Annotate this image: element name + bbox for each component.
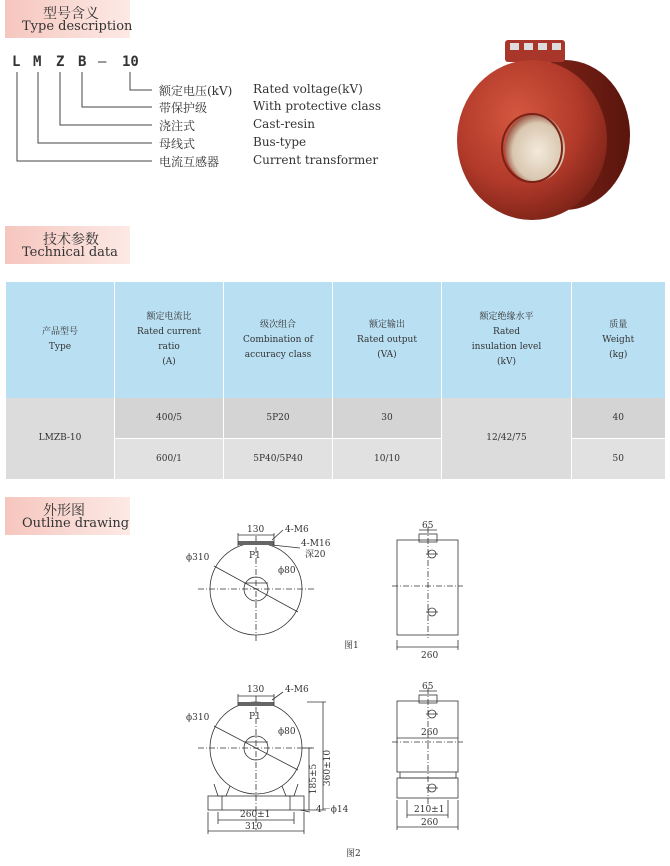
- cell-weight: 50: [572, 439, 665, 480]
- dim-base-span: 260±1: [240, 810, 271, 820]
- dim-height-total: 360±10: [323, 749, 333, 787]
- dim-hole: 4-M6: [285, 685, 309, 695]
- dim-side-bottom: 260: [421, 651, 439, 661]
- dim-hole: 4-M6: [285, 525, 309, 535]
- dim-inner-dia: ϕ80: [278, 566, 296, 576]
- dim-top-width: 130: [247, 685, 265, 695]
- section-title-cn: 外形图: [43, 503, 85, 519]
- dim-height-center: 185±5: [309, 763, 319, 795]
- section-title-cn: 型号含义: [43, 6, 99, 22]
- dim-side-mid: 260: [421, 728, 439, 738]
- type-item-cn: 母线式: [159, 137, 196, 151]
- type-item-cn: 电流互感器: [159, 155, 220, 169]
- code-letter-z: Z: [56, 54, 65, 70]
- figure1-front-view: [198, 530, 314, 642]
- dim-base-holes: 4－ϕ14: [316, 805, 349, 815]
- cell-ratio: 400/5: [115, 398, 224, 439]
- header-ratio: 额定电流比 Rated current ratio (A): [115, 282, 224, 398]
- cell-accuracy: 5P20: [224, 398, 333, 439]
- type-item-en: Current transformer: [253, 153, 379, 167]
- dim-top-width: 130: [247, 525, 265, 535]
- dim-depth: 深20: [305, 550, 326, 560]
- cell-weight: 40: [572, 398, 665, 439]
- dim-outer-dia: ϕ310: [186, 553, 210, 563]
- terminal-label: P1: [249, 551, 261, 561]
- type-item-en: With protective class: [253, 99, 381, 113]
- code-letter-m: M: [33, 54, 42, 70]
- code-voltage: 10: [122, 54, 139, 70]
- dim-outer-dia: ϕ310: [186, 713, 210, 723]
- figure2-side-labels: [346, 682, 444, 859]
- section-title-cn: 技术参数: [43, 232, 99, 248]
- cell-output: 30: [333, 398, 442, 439]
- code-letter-l: L: [12, 54, 21, 70]
- section-title-en: Type description: [22, 19, 133, 34]
- figure1-front-labels: [186, 525, 331, 576]
- dim-side-top: 65: [422, 682, 434, 692]
- cell-accuracy: 5P40/5P40: [224, 439, 333, 480]
- cell-output: 10/10: [333, 439, 442, 480]
- dim-side-base: 260: [421, 818, 439, 828]
- section-title-en: Technical data: [22, 245, 118, 260]
- type-item-en: Cast-resin: [253, 117, 315, 131]
- dim-side-top: 65: [422, 521, 434, 531]
- terminal-label: P1: [249, 712, 261, 722]
- figure1-side-view: [392, 527, 463, 650]
- header-type: 产品型号 Type: [6, 282, 115, 398]
- header-accuracy: 级次组合 Combination of accuracy class: [224, 282, 333, 398]
- type-item-cn: 浇注式: [159, 119, 196, 133]
- figure1-label: 图1: [344, 641, 359, 651]
- dim-thread: 4-M16: [301, 539, 331, 549]
- header-weight: 质量 Weight (kg): [572, 282, 665, 398]
- cell-insulation: 12/42/75: [442, 398, 572, 479]
- figure2-label: 图2: [346, 849, 361, 859]
- dim-inner-dia: ϕ80: [278, 727, 296, 737]
- code-letter-b: B: [78, 54, 87, 70]
- type-item-cn: 带保护级: [159, 101, 208, 115]
- code-dash: —: [98, 54, 107, 70]
- header-output: 额定输出 Rated output (VA): [333, 282, 442, 398]
- dim-side-base-span: 210±1: [414, 805, 445, 815]
- header-insulation: 额定绝缘水平 Rated insulation level (kV): [442, 282, 572, 398]
- section-title-en: Outline drawing: [22, 516, 130, 531]
- type-item-cn: 额定电压(kV): [159, 84, 233, 98]
- cell-ratio: 600/1: [115, 439, 224, 480]
- type-item-en: Rated voltage(kV): [253, 82, 363, 96]
- dim-base-width: 310: [245, 822, 263, 832]
- type-item-en: Bus-type: [253, 135, 307, 149]
- cell-model: LMZB-10: [6, 398, 115, 479]
